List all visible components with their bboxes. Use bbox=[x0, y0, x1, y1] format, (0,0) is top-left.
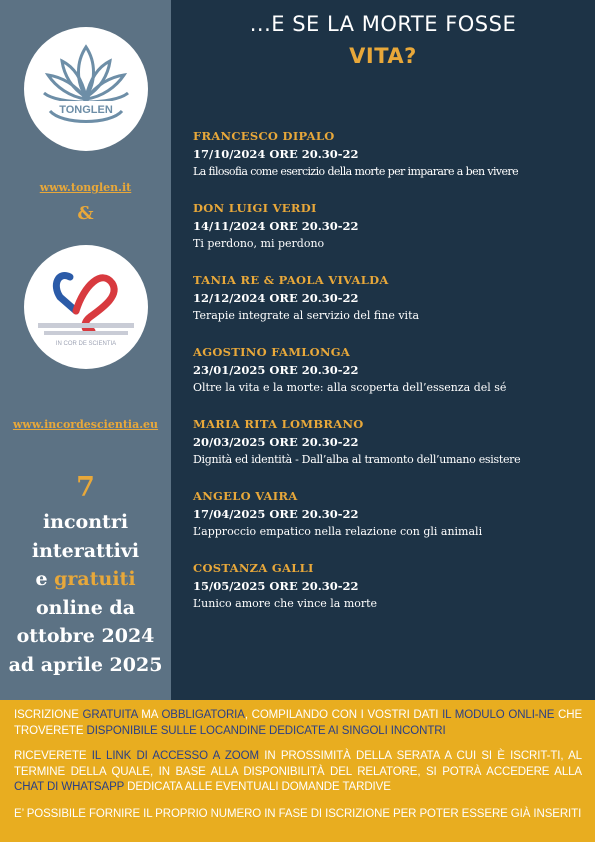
registration-info: ISCRIZIONE GRATUITA MA OBBLIGATORIA, COMPILANDO CON I VOSTRI DATI IL MODULO ONLI-NE CHE TROVERETE DISPONIBILE SULLE LOCANDINE DEDICATE AI SINGOLI INCONTRI bbox=[14, 709, 583, 737]
event-item bbox=[193, 415, 588, 469]
incordescientia-logo bbox=[24, 245, 148, 369]
svg-text:IN COR DE SCIENTIA: IN COR DE SCIENTIA bbox=[55, 341, 117, 347]
event-speaker: MARIA RITA LOMBRANO bbox=[193, 417, 364, 431]
event-date: 17/04/2025 ORE 20.30-22 bbox=[193, 507, 359, 521]
event-date: 14/11/2024 ORE 20.30-22 bbox=[193, 219, 359, 233]
event-title: L’unico amore che vince la morte bbox=[193, 597, 378, 610]
event-item bbox=[193, 127, 588, 181]
phone-info: E’ POSSIBILE FORNIRE IL PROPRIO NUMERO IN FASE DI ISCRIZIONE PER POTER ESSERE GIÀ INSERITI bbox=[14, 808, 582, 820]
event-item bbox=[193, 559, 588, 613]
event-title: Dignità ed identità - Dall’alba al tramonto dell’umano esistere bbox=[193, 453, 521, 466]
event-date: 17/10/2024 ORE 20.30-22 bbox=[193, 147, 359, 161]
event-item bbox=[193, 271, 588, 325]
event-item bbox=[193, 199, 588, 253]
registration-footer bbox=[0, 700, 595, 842]
tonglen-logo bbox=[24, 27, 148, 151]
event-title: Terapie integrate al servizio del fine vita bbox=[193, 309, 420, 322]
events-count: 7 bbox=[76, 472, 95, 503]
lotus-icon bbox=[24, 27, 148, 151]
event-date: 15/05/2025 ORE 20.30-22 bbox=[193, 579, 359, 593]
event-date: 12/12/2024 ORE 20.30-22 bbox=[193, 291, 359, 305]
event-date: 23/01/2025 ORE 20.30-22 bbox=[193, 363, 359, 377]
event-date: 20/03/2025 ORE 20.30-22 bbox=[193, 435, 359, 449]
event-item bbox=[193, 487, 588, 541]
zoom-info: RICEVERETE IL LINK DI ACCESSO A ZOOM IN PROSSIMITÀ DELLA SERATA A CUI SI È ISCRIT-TI, AL TERMINE DELLA QUALE, IN BASE ALLA DISPONIBILITÀ DEL RELATORE, SI POTRÀ ACCEDERE ALLA CHAT DI WHATSAPP DEDICATA ALLE EVENTUALI DOMANDE TARDIVE bbox=[14, 750, 582, 793]
event-speaker: ANGELO VAIRA bbox=[193, 489, 298, 503]
event-title: L’approccio empatico nella relazione con gli animali bbox=[193, 525, 483, 538]
event-speaker: FRANCESCO DIPALO bbox=[193, 129, 335, 143]
event-title: Ti perdono, mi perdono bbox=[193, 237, 325, 250]
events-summary: incontri interattivi e gratuiti online da ottobre 2024 ad aprile 2025 bbox=[8, 511, 163, 676]
ampersand: & bbox=[77, 203, 94, 224]
page-title: ...E SE LA MORTE FOSSE bbox=[249, 12, 517, 36]
event-title: Oltre la vita e la morte: alla scoperta dell’essenza del sé bbox=[193, 381, 507, 394]
event-item bbox=[193, 343, 588, 397]
event-title: La filosofia come esercizio della morte per imparare a ben vivere bbox=[193, 165, 518, 178]
event-speaker: AGOSTINO FAMLONGA bbox=[193, 345, 351, 359]
event-speaker: DON LUIGI VERDI bbox=[193, 201, 317, 215]
heart-icon bbox=[24, 245, 148, 369]
event-speaker: COSTANZA GALLI bbox=[193, 561, 314, 575]
incordescientia-link[interactable]: www.incordescientia.eu bbox=[12, 418, 159, 431]
page-title-highlight: VITA? bbox=[349, 44, 417, 68]
event-speaker: TANIA RE & PAOLA VIVALDA bbox=[193, 273, 389, 287]
svg-text:TONGLEN: TONGLEN bbox=[59, 104, 113, 116]
tonglen-link[interactable]: www.tonglen.it bbox=[39, 181, 132, 194]
